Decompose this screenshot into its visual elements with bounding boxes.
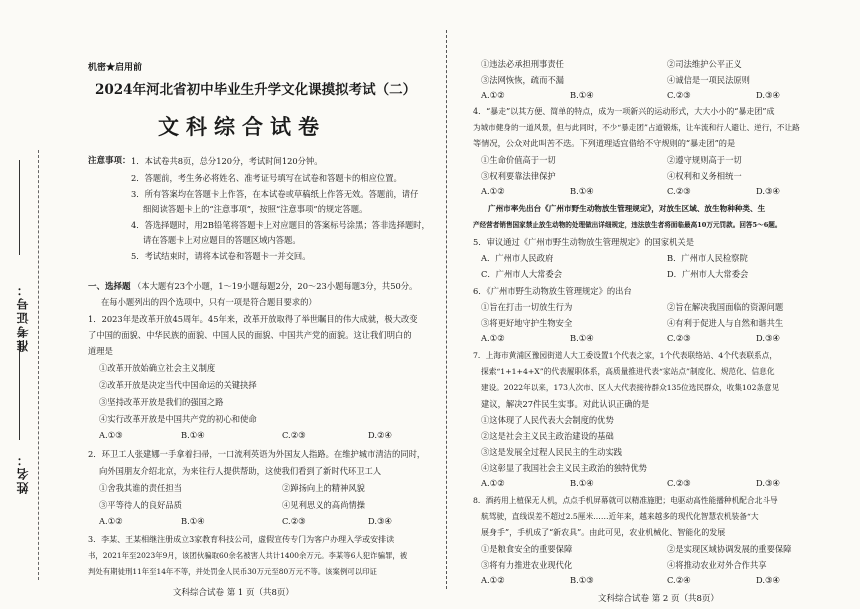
page-1-footer: 文科综合试卷 第 1 页（共8页） bbox=[173, 588, 294, 598]
q6-option-3: ③将更好地守护生物安全 bbox=[481, 318, 573, 328]
page-2-footer: 文科综合试卷 第 2 页（共8页） bbox=[598, 594, 719, 604]
q6-choice-c: C.②③ bbox=[667, 333, 691, 343]
note-3-cont: 细阅读答题卡上的“注意事项”，按照“注意事项”的规定答题。 bbox=[143, 204, 368, 214]
note-4: 4．答选择题时，用2B铅笔将答题卡上对应题目的答案标号涂黑；答非选择题时， bbox=[131, 220, 430, 230]
q3-option-4: ④诚信是一项民法原则 bbox=[667, 75, 750, 85]
q6-choice-d: D.③④ bbox=[756, 333, 780, 343]
q5-text: 5．审议通过《广州市野生动物放生管理规定》的国家机关是 bbox=[473, 237, 694, 247]
binding-dashed-line bbox=[38, 150, 39, 580]
q8-option-2: ②是实现区域协调发展的重要保障 bbox=[667, 544, 792, 554]
q6-option-4: ④有利于促进人与自然和谐共生 bbox=[667, 318, 784, 328]
q4-choice-d: D.③④ bbox=[756, 186, 780, 196]
q7-line-4: 建议，解决27件民生实事。对此认识正确的是 bbox=[481, 399, 650, 409]
q4-line-2: 为城市健身的一道风景，但与此同时，不少“暴走团”占道锻炼，让车流和行人避让、逆行，不让路 bbox=[473, 123, 800, 132]
q7-option-2: ②这是社会主义民主政治建设的基础 bbox=[481, 431, 614, 441]
name-blank bbox=[19, 340, 20, 440]
q2-line-1: 2．环卫工人张建娜一手拿着扫帚，一口流利英语为外国友人指路。在维护城市清洁的同时， bbox=[88, 449, 426, 459]
q3-line-3: 判处有期徒刑11年至14年不等，并处罚金人民币30万元至80万元不等。该案例可以印证 bbox=[88, 567, 377, 576]
q8-line-2: 航驾驶，直线误差不超过2.5厘米……近年来，越来越多的现代化智慧农机装备“大 bbox=[481, 512, 759, 521]
q2-option-1: ①舍我其谁的责任担当 bbox=[99, 483, 182, 493]
paper-title: 文科综合试卷 bbox=[158, 114, 326, 139]
q4-line-1: 4．“暴走”以其方便、简单的特点，成为一项新兴的运动形式，大大小小的“暴走团”成 bbox=[473, 107, 775, 116]
q8-line-1: 8．酒药用上植保无人机，点点手机屏幕就可以精准施肥；电驱动高性能播种机配合北斗导 bbox=[473, 496, 778, 505]
q2-choice-a: A.①② bbox=[99, 516, 123, 526]
q3-option-3: ③法网恢恢，疏而不漏 bbox=[481, 75, 564, 85]
q1-line-3: 道理是 bbox=[88, 346, 113, 356]
q7-line-1: 7．上海市黄浦区豫园街道人大工委设置1个代表之家，1个代表联络站、4个代表联系点， bbox=[473, 351, 778, 360]
q4-option-1: ①生命价值高于一切 bbox=[481, 155, 556, 165]
q1-choice-d: D.②④ bbox=[368, 430, 392, 440]
notes-label: 注意事项： bbox=[88, 156, 131, 166]
q3-line-1: 3．李某、王某相继注册成立3家教育科技公司，虚假宣传专门为客户办理入学或安排读 bbox=[88, 535, 395, 544]
q1-option-1: ①改革开放始确立社会主义制度 bbox=[99, 363, 216, 373]
q8-option-1: ①是粮食安全的重要保障 bbox=[481, 544, 573, 554]
q7-choice-c: C.②③ bbox=[667, 478, 691, 488]
q7-option-4: ④这彰显了我国社会主义民主政治的独特优势 bbox=[481, 463, 647, 473]
q8-choice-c: C.②④ bbox=[667, 575, 691, 585]
q6-choice-b: B.①④ bbox=[570, 333, 594, 343]
note-1: 1．本试卷共8页，总分120分，考试时间120分钟。 bbox=[131, 156, 323, 166]
q8-line-3: 展身手”，手机成了“新农具”。由此可见，农业机械化、智能化的发展 bbox=[481, 528, 726, 537]
q4-choice-b: B.①④ bbox=[570, 186, 594, 196]
q1-choice-a: A.①③ bbox=[99, 430, 123, 440]
q8-option-4: ④将推动农业对外合作共享 bbox=[667, 560, 767, 570]
q6-option-1: ①旨在打击一切放生行为 bbox=[481, 302, 573, 312]
q1-choice-c: C.②③ bbox=[282, 430, 306, 440]
q3-choice-b: B.①④ bbox=[570, 90, 594, 100]
q4-choice-c: C.②③ bbox=[667, 186, 691, 196]
section-desc: （本大题有23个小题，1～19小题每题2分，20～23小题每题3分，共50分。 bbox=[133, 281, 418, 291]
q5-option-c: C．广州市人大常委会 bbox=[481, 269, 563, 279]
section-label: 一、选择题 bbox=[88, 282, 131, 292]
q4-option-2: ②遵守规则高于一切 bbox=[667, 155, 742, 165]
q2-option-2: ②踔扬向上的精神风貌 bbox=[282, 483, 365, 493]
q1-option-4: ④实行改革开放是中国共产党的初心和使命 bbox=[99, 414, 257, 424]
exam-title: 2024年河北省初中毕业生升学文化课摸拟考试（二） bbox=[95, 82, 417, 98]
material-line-1: 广州市率先出台《广州市野生动物放生管理规定》，对放生区域、放生物种种类、生 bbox=[488, 204, 766, 213]
q8-option-3: ③将有力推进农业现代化 bbox=[481, 560, 573, 570]
q1-option-3: ③坚持改革开放是我们的强国之路 bbox=[99, 397, 224, 407]
q3-choice-d: D.③④ bbox=[756, 90, 780, 100]
material-line-2: 产经营者销售国家禁止放生动物的处理做出详细规定，违法放生者将面临最高10万元罚款。回答5～6题。 bbox=[473, 221, 782, 229]
q3-line-2: 书，2021年至2023年9月，该团伙骗取60余名被害人共计1400余万元。李某等6人犯诈骗罪，被 bbox=[88, 551, 408, 560]
q7-line-2: 探索“1+1+4+X”的代表履职体系，高质量推进代表“家站点”制度化、规范化、信息化 bbox=[481, 367, 775, 376]
page-divider bbox=[446, 30, 447, 589]
q2-option-3: ③平等待人的良好品质 bbox=[99, 500, 182, 510]
q5-option-a: A．广州市人民政府 bbox=[481, 253, 554, 263]
q4-line-3: 等情况，公众对此叫苦不迭。下列道理适宜借给不守规则的“暴走团”的是 bbox=[473, 138, 736, 148]
q8-choice-b: B.①③ bbox=[570, 575, 594, 585]
q3-choice-a: A.①② bbox=[481, 90, 505, 100]
confidential-label: 机密★启用前 bbox=[88, 63, 143, 73]
q1-line-1: 1．2023年是改革开放45周年。45年来，改革开放取得了举世瞩目的伟大成就，极大改变 bbox=[88, 314, 418, 324]
q6-choice-a: A.①② bbox=[481, 333, 505, 343]
q7-line-3: 建设。2022年以来，173人次市、区人大代表接待群众135位选民群众，收集102条意见 bbox=[481, 383, 780, 392]
q2-line-2: 向外国朋友介绍北京，为来往行人提供帮助，这使我们看到了新时代环卫工人 bbox=[99, 466, 382, 476]
q2-option-4: ④见利思义的高尚情操 bbox=[282, 500, 365, 510]
exam-id-label: 准考证号： bbox=[16, 282, 30, 352]
q4-option-3: ③权利要靠法律保护 bbox=[481, 171, 556, 181]
q7-choice-a: A.①② bbox=[481, 478, 505, 488]
q8-choice-a: A.①② bbox=[481, 575, 505, 585]
q7-choice-b: B.①④ bbox=[570, 478, 594, 488]
note-5: 5．考试结束时，请将本试卷和答题卡一并交回。 bbox=[131, 251, 311, 261]
q3-option-2: ②司法维护公平正义 bbox=[667, 59, 742, 69]
q7-choice-d: D.③④ bbox=[756, 478, 780, 488]
q4-choice-a: A.①② bbox=[481, 186, 505, 196]
exam-id-blank bbox=[19, 160, 20, 255]
q6-option-2: ②旨在解决我国面临的资源问题 bbox=[667, 302, 784, 312]
q2-choice-c: C.②③ bbox=[282, 516, 306, 526]
q3-choice-c: C.②③ bbox=[667, 90, 691, 100]
section-desc-cont: 在每小题列出的四个选项中，只有一项是符合题目要求的） bbox=[101, 297, 317, 307]
note-3: 3．所有答案均在答题卡上作答，在本试卷或草稿纸上作答无效。答题前，请仔 bbox=[131, 189, 419, 199]
q5-option-d: D．广州市人大常委会 bbox=[667, 269, 749, 279]
note-4-cont: 请在答题卡上对应题目的答题区域内答题。 bbox=[143, 235, 301, 245]
q1-option-2: ②改革开放是决定当代中国命运的关键抉择 bbox=[99, 380, 257, 390]
q7-option-3: ③这是发展全过程人民民主的生动实践 bbox=[481, 447, 623, 457]
q4-option-4: ④权利和义务相统一 bbox=[667, 171, 742, 181]
q5-option-b: B．广州市人民检察院 bbox=[667, 253, 748, 263]
q2-choice-b: B.①④ bbox=[181, 516, 205, 526]
q7-option-1: ①这体现了人民代表大会制度的优势 bbox=[481, 415, 614, 425]
note-2: 2．答题前，考生务必将姓名、准考证号填写在试卷和答题卡的相应位置。 bbox=[131, 173, 402, 183]
q3-option-1: ①违法必承担刑事责任 bbox=[481, 59, 564, 69]
q1-line-2: 了中国的面貌、中华民族的面貌、中国人民的面貌、中国共产党的面貌。这让我们明白的 bbox=[88, 330, 412, 340]
name-label: 姓名： bbox=[16, 452, 30, 494]
q6-text: 6．《广州市野生动物放生管理规定》的出台 bbox=[473, 286, 632, 296]
q1-choice-b: B.①④ bbox=[181, 430, 205, 440]
q8-choice-d: D.③④ bbox=[756, 575, 780, 585]
q2-choice-d: D.③④ bbox=[368, 516, 392, 526]
